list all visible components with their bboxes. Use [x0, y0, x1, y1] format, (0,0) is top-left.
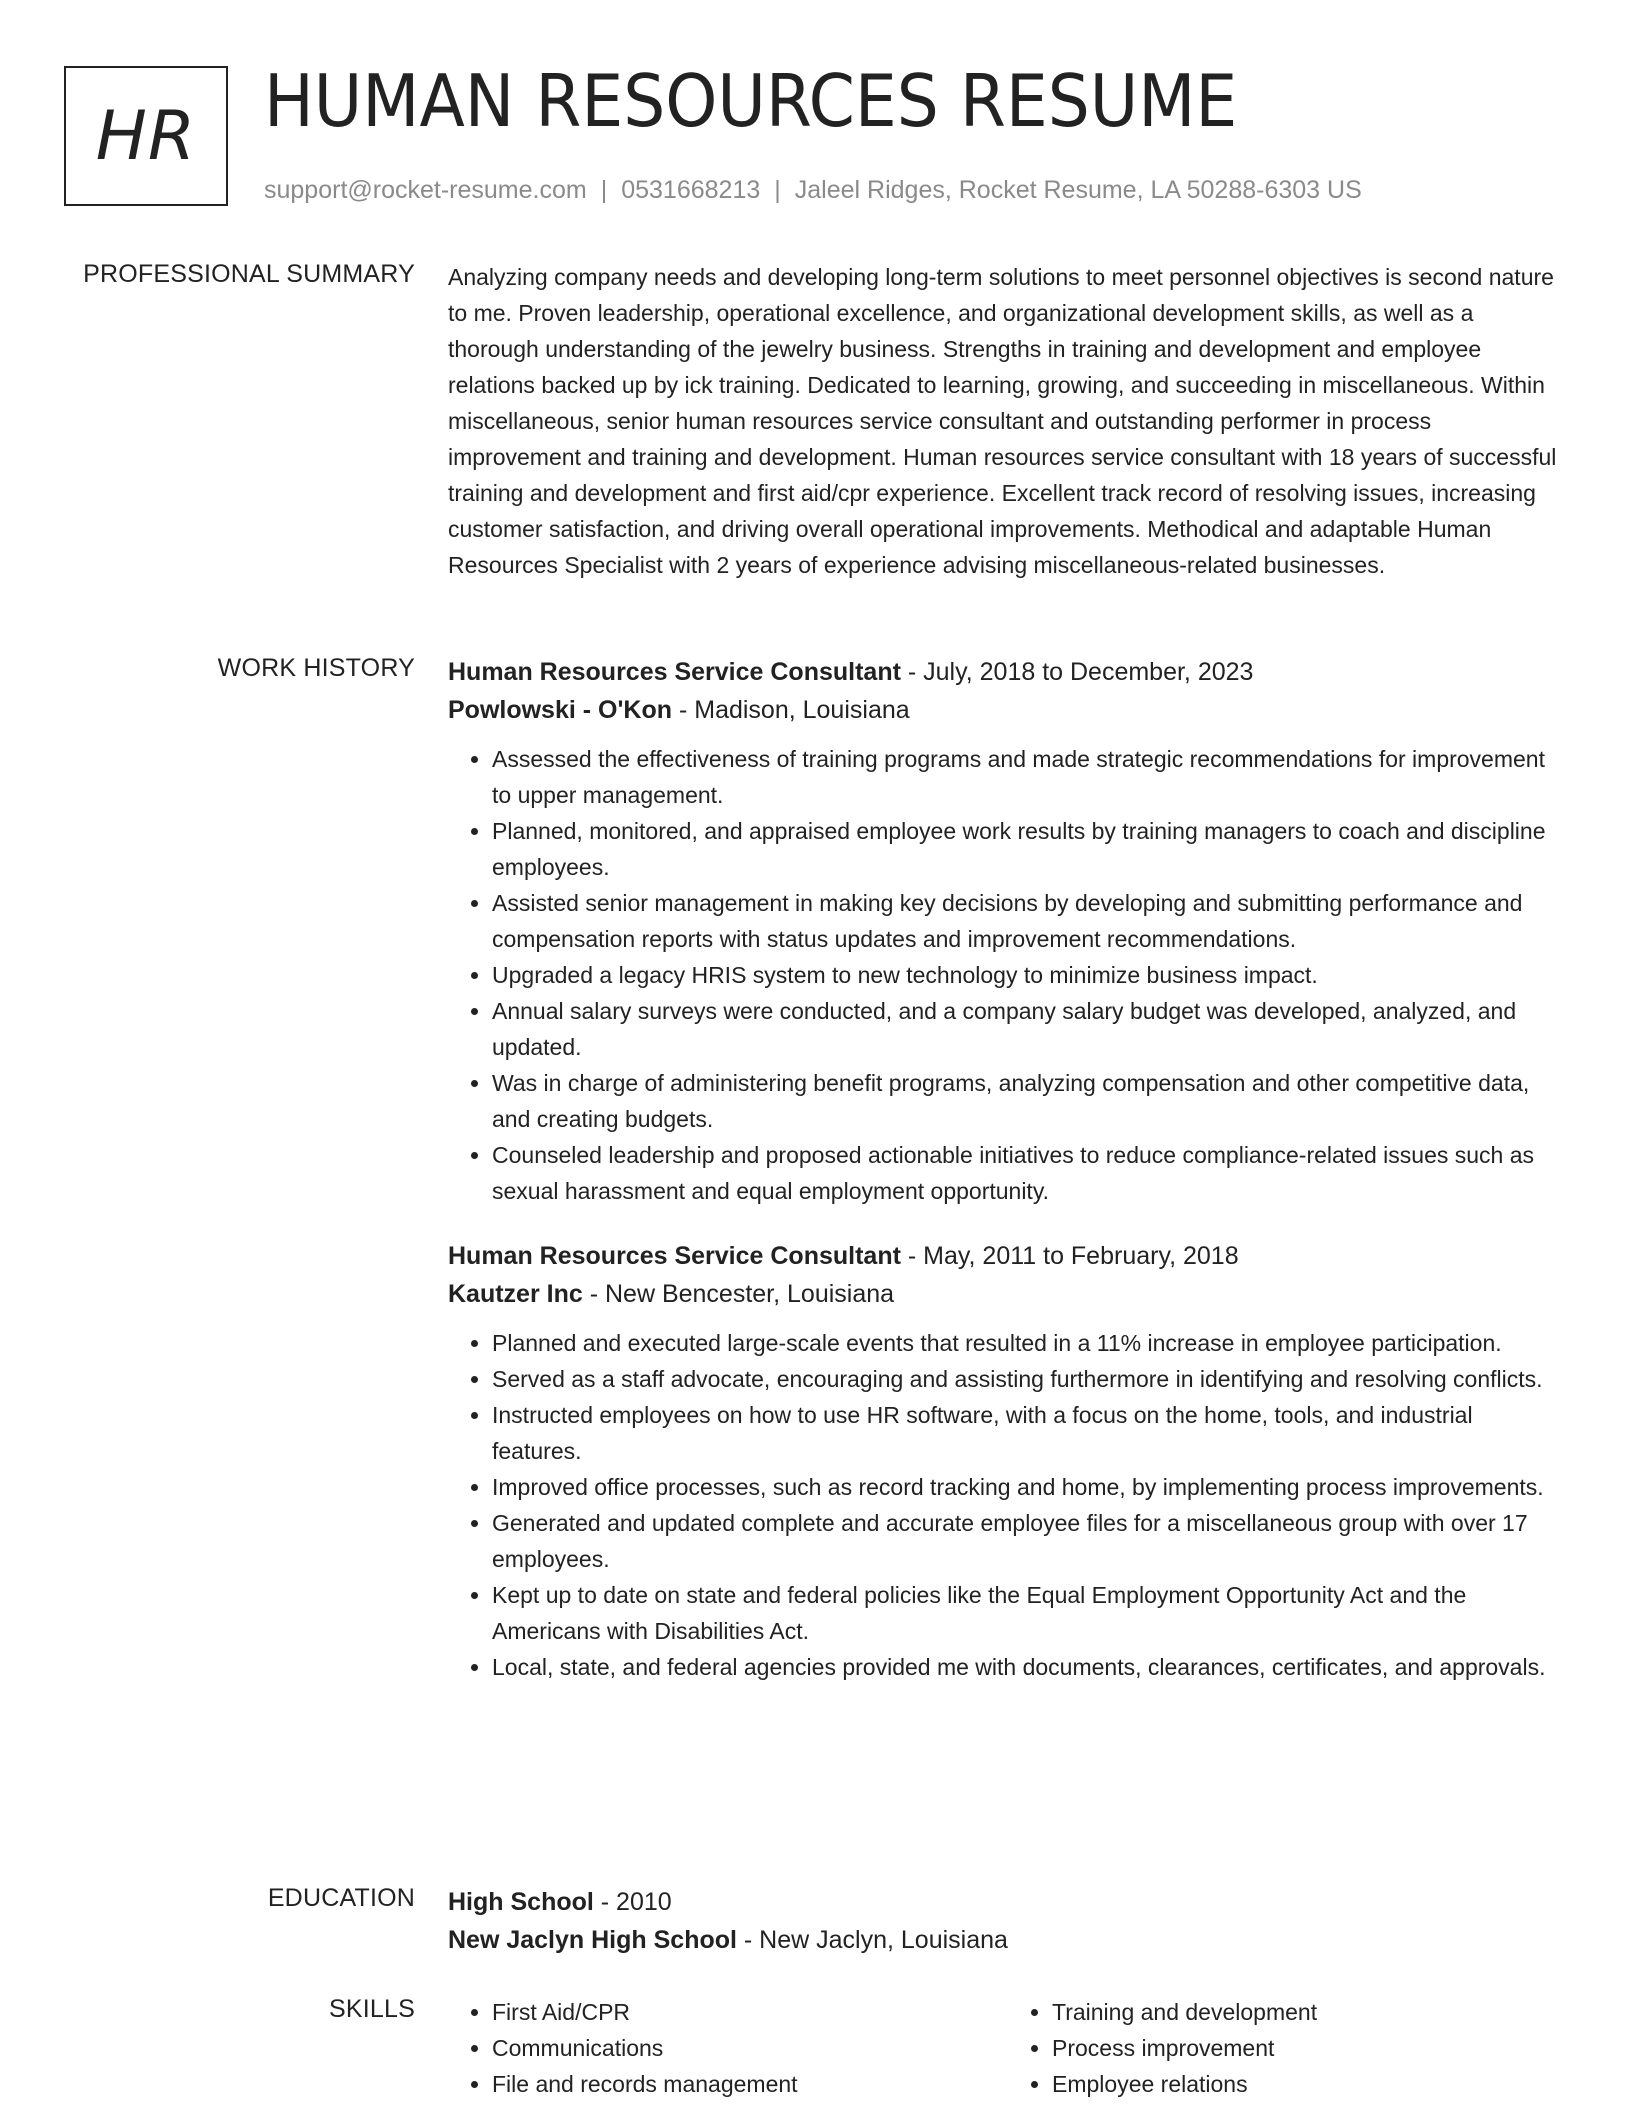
job-company-line [448, 1275, 1568, 1313]
summary-label: PROFESSIONAL SUMMARY [83, 260, 415, 288]
job-bullet: • Kept up to date on state and federal policies like the Equal Employment Opportunity Act and the Americans with Disabilities Act. [492, 1577, 1568, 1649]
job-location: - Madison, Louisiana [678, 696, 910, 724]
job-company: Powlowski - O'Kon [448, 696, 673, 724]
contact-line [264, 174, 1362, 206]
contact-separator: | [774, 176, 781, 204]
skill-item: • Employee relations [1052, 2066, 1568, 2102]
job-entry [448, 653, 1568, 1209]
job-title: Human Resources Service Consultant [448, 1242, 901, 1270]
skills-columns [448, 1994, 1568, 2102]
skill-item: • Communications [492, 2030, 1008, 2066]
contact-email: support@rocket-resume.com [264, 176, 587, 204]
skills-label: SKILLS [329, 1995, 415, 2023]
education-location: - New Jaclyn, Louisiana [743, 1926, 1008, 1954]
skills-list-right [1008, 1994, 1568, 2102]
monogram-text: HR [95, 96, 197, 176]
job-bullet: • Planned and executed large-scale events that resulted in a 11% increase in employee participation. [492, 1325, 1568, 1361]
work-body [448, 653, 1568, 1685]
skill-item: • Process improvement [1052, 2030, 1568, 2066]
job-location: - New Bencester, Louisiana [589, 1280, 895, 1308]
job-entry [448, 1237, 1568, 1685]
job-bullet: • Assessed the effectiveness of training programs and made strategic recommendations for improvement to upper management. [492, 741, 1568, 813]
resume-title: HUMAN RESOURCES RESUME [264, 59, 1238, 143]
job-bullet: • Counseled leadership and proposed actionable initiatives to reduce compliance-related issues such as sexual harassment and equal employment opportunity. [492, 1137, 1568, 1209]
job-bullet: • Improved office processes, such as record tracking and home, by implementing process improvements. [492, 1469, 1568, 1505]
summary-text: Analyzing company needs and developing long-term solutions to meet personnel objectives is second nature to me. Proven leadership, operational excellence, and organizational development skills, as well as a thorough understanding of the jewelry business. Strengths in training and development and employee relations backed up by ick training. Dedicated to learning, growing, and succeeding in miscellaneous. Within miscellaneous, senior human resources service consultant and outstanding performer in process improvement and training and development. Human resources service consultant with 18 years of successful training and development and first aid/cpr experience. Excellent track record of resolving issues, increasing customer satisfaction, and driving overall operational improvements. Methodical and adaptable Human Resources Specialist with 2 years of experience advising miscellaneous-related businesses. [448, 264, 1557, 578]
job-bullet: • Assisted senior management in making key decisions by developing and submitting performance and compensation reports with status updates and improvement recommendations. [492, 885, 1568, 957]
skill-item: • File and records management [492, 2066, 1008, 2102]
education-label: EDUCATION [267, 1884, 415, 1912]
job-title-line [448, 653, 1568, 691]
job-dates: - May, 2011 to February, 2018 [907, 1242, 1239, 1270]
education-degree: High School [448, 1888, 594, 1916]
summary-body [448, 259, 1568, 583]
job-title: Human Resources Service Consultant [448, 658, 901, 686]
skill-item: • Training and development [1052, 1994, 1568, 2030]
work-label: WORK HISTORY [217, 654, 415, 682]
job-bullet: • Upgraded a legacy HRIS system to new technology to minimize business impact. [492, 957, 1568, 993]
job-bullet: • Served as a staff advocate, encouraging and assisting furthermore in identifying and resolving conflicts. [492, 1361, 1568, 1397]
job-bullet: • Instructed employees on how to use HR software, with a focus on the home, tools, and industrial features. [492, 1397, 1568, 1469]
contact-address: Jaleel Ridges, Rocket Resume, LA 50288-6303 US [794, 176, 1362, 204]
job-bullet: • Annual salary surveys were conducted, and a company salary budget was developed, analyzed, and updated. [492, 993, 1568, 1065]
job-bullet: • Local, state, and federal agencies provided me with documents, clearances, certificates, and approvals. [492, 1649, 1568, 1685]
education-school: New Jaclyn High School [448, 1926, 737, 1954]
job-bullet: • Was in charge of administering benefit programs, analyzing compensation and other competitive data, and creating budgets. [492, 1065, 1568, 1137]
monogram-box [64, 66, 228, 206]
job-company-line [448, 691, 1568, 729]
education-degree-line [448, 1883, 1568, 1921]
contact-phone: 0531668213 [621, 176, 761, 204]
job-bullets [448, 741, 1568, 1209]
job-bullet: • Planned, monitored, and appraised employee work results by training managers to coach and discipline employees. [492, 813, 1568, 885]
job-company: Kautzer Inc [448, 1280, 583, 1308]
contact-separator: | [600, 176, 608, 204]
job-dates: - July, 2018 to December, 2023 [907, 658, 1254, 686]
skill-item: • First Aid/CPR [492, 1994, 1008, 2030]
education-year: - 2010 [600, 1888, 672, 1916]
skills-list-left [448, 1994, 1008, 2102]
job-bullet: • Generated and updated complete and accurate employee files for a miscellaneous group with over 17 employees. [492, 1505, 1568, 1577]
job-title-line [448, 1237, 1568, 1275]
education-school-line [448, 1921, 1568, 1959]
job-bullets [448, 1325, 1568, 1685]
education-body [448, 1883, 1568, 1959]
